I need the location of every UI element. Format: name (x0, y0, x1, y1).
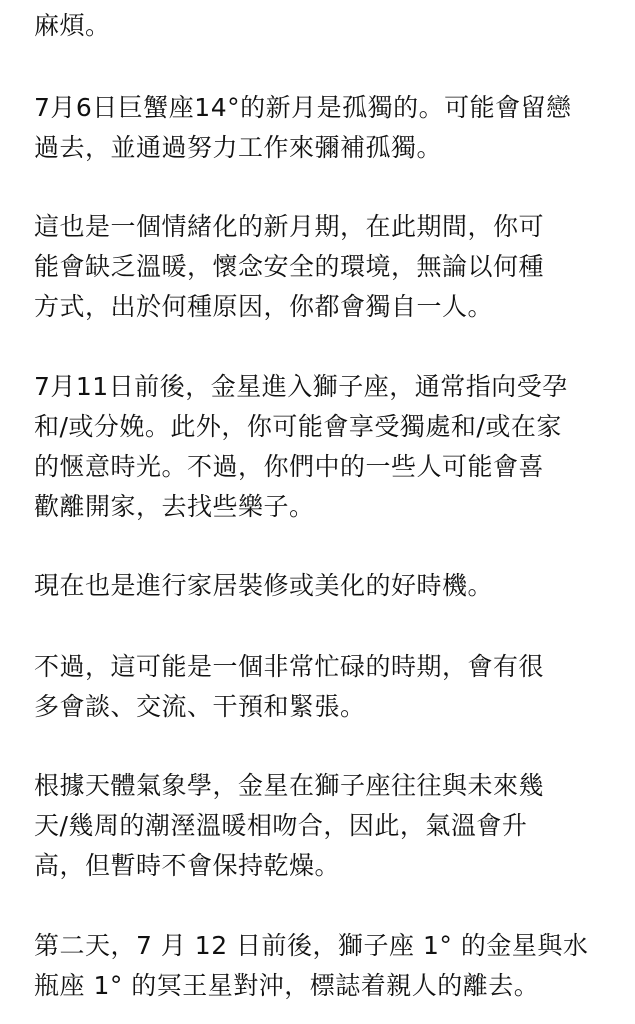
text-line: 多會談、交流、干預和緊張。 (34, 692, 366, 721)
text-line: 的愜意時光。不過，你們中的一些人可能會喜 (34, 452, 545, 481)
paragraph-home-decor (34, 566, 614, 606)
paragraph-venus-pluto-opposition (34, 926, 614, 1006)
text-line: 第二天，7 月 12 日前後，獅子座 1° 的金星與水 (34, 931, 589, 960)
paragraph-trouble (34, 6, 614, 46)
paragraph-emotional-new-moon (34, 207, 614, 327)
text-line: 7月11日前後，金星進入獅子座，通常指向受孕 (34, 372, 568, 401)
text-line: 能會缺乏溫暖，懷念安全的環境，無論以何種 (34, 252, 545, 281)
paragraph-busy-period (34, 647, 614, 727)
text-line: 方式，出於何種原因，你都會獨自一人。 (34, 292, 494, 321)
text-line: 現在也是進行家居裝修或美化的好時機。 (34, 571, 494, 600)
text-line: 高，但暫時不會保持乾燥。 (34, 851, 341, 880)
paragraph-venus-leo (34, 367, 614, 527)
text-line: 根據天體氣象學，金星在獅子座往往與未來幾 (34, 771, 545, 800)
text-line: 過去，並通過努力工作來彌補孤獨。 (34, 133, 443, 162)
paragraph-astro-meteorology (34, 766, 614, 886)
text-line: 和/或分娩。此外，你可能會享受獨處和/或在家 (34, 412, 562, 441)
text-line: 7月6日巨蟹座14°的新月是孤獨的。可能會留戀 (34, 93, 572, 122)
text-line: 這也是一個情緒化的新月期，在此期間，你可 (34, 212, 545, 241)
text-line: 不過，這可能是一個非常忙碌的時期，會有很 (34, 652, 545, 681)
text-line: 天/幾周的潮溼溫暖相吻合，因此，氣溫會升 (34, 811, 528, 840)
text-line: 麻煩。 (34, 11, 111, 40)
text-line: 歡離開家，去找些樂子。 (34, 492, 315, 521)
paragraph-new-moon-cancer (34, 88, 614, 168)
text-line: 瓶座 1° 的冥王星對沖，標誌着親人的離去。 (34, 971, 540, 1000)
